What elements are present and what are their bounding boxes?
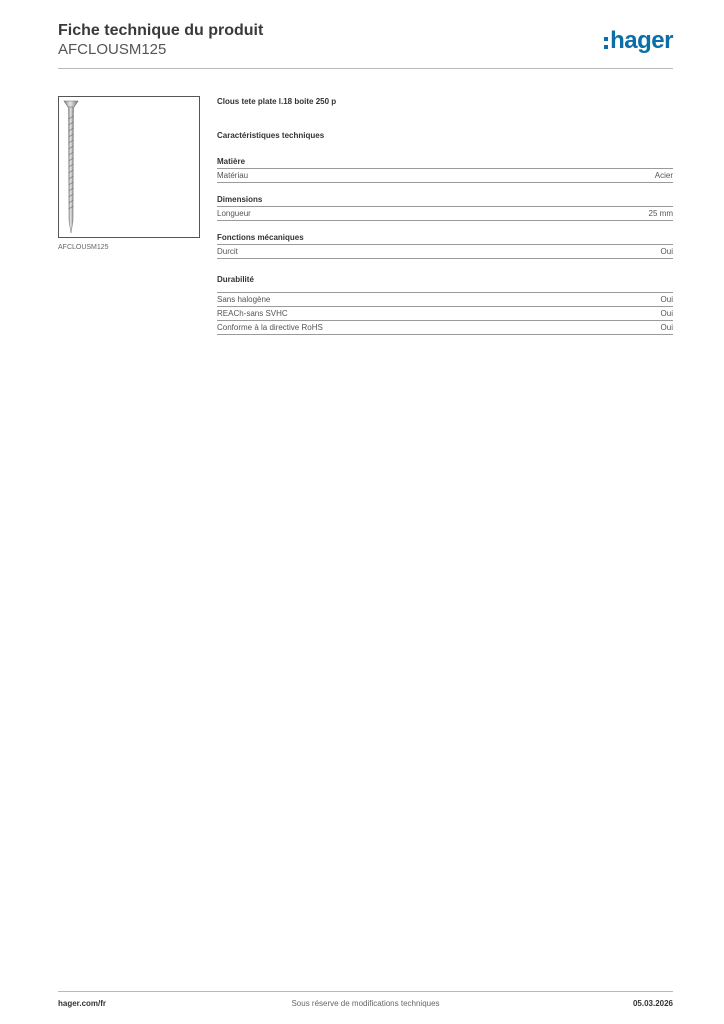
spec-label: Matériau [217,171,249,180]
spec-label: REACh-sans SVHC [217,309,288,318]
spec-label: Durcit [217,247,238,256]
footer-website-link[interactable]: hager.com/fr [58,999,107,1008]
spec-label: Sans halogène [217,295,271,304]
spec-value: Oui [660,295,673,304]
product-image-frame [58,96,200,238]
footer-divider [58,991,673,992]
header-divider [58,68,673,69]
page-title: Fiche technique du produit [58,22,264,39]
logo-text: hager [610,27,673,54]
page-header [58,22,263,59]
spec-group-title: Matière [217,156,673,169]
spec-row [217,307,673,321]
spec-group-title: Fonctions mécaniques [217,232,673,245]
logo-dots-icon [604,37,608,49]
spec-row [217,321,673,335]
product-reference: AFCLOUSM125 [58,41,167,58]
spec-group-title: Dimensions [217,194,673,207]
spec-value: 25 mm [648,209,673,218]
product-name: Clous tete plate l.18 boite 250 p [217,97,337,106]
spec-label: Conforme à la directive RoHS [217,323,323,332]
spec-group-fonctions-mecaniques [217,232,673,259]
footer-disclaimer: Sous réserve de modifications techniques [291,999,440,1008]
specs-section-title: Caractéristiques techniques [217,131,325,140]
nail-image [59,97,199,237]
spec-row [217,207,673,221]
spec-value: Acier [654,171,673,180]
spec-value: Oui [660,323,673,332]
spec-group-dimensions [217,194,673,221]
spec-value: Oui [660,247,673,256]
hager-logo[interactable] [604,28,673,54]
spec-group-durabilite [217,274,673,335]
footer-date: 05.03.2026 [632,999,673,1008]
spec-label: Longueur [217,209,251,218]
product-details [217,96,673,335]
spec-group-matiere [217,156,673,183]
spec-value: Oui [660,309,673,318]
product-image-caption: AFCLOUSM125 [58,244,109,251]
spec-row [217,169,673,183]
spec-row [217,293,673,307]
spec-row [217,245,673,259]
spec-group-title: Durabilité [217,275,254,284]
spec-group-divider [217,286,673,293]
